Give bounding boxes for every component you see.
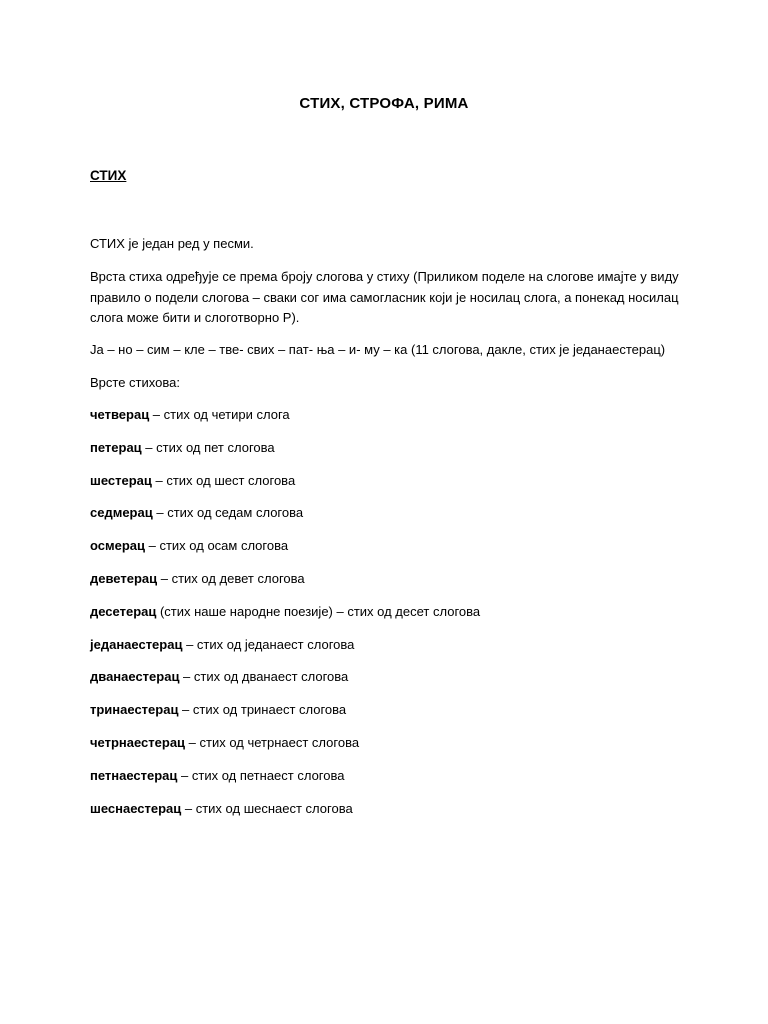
list-item (90, 766, 690, 799)
verse-term: тринаестерац (90, 702, 179, 718)
verse-desc: – стих од пет слогова (141, 439, 275, 455)
list-item (90, 733, 690, 766)
verse-types-label: Врсте стихова: (90, 375, 180, 390)
paragraph-intro: СТИХ је један ред у песми. (90, 236, 254, 251)
verse-desc: – стих од девет слогова (157, 570, 305, 586)
verse-desc: – стих од четири слога (149, 407, 290, 422)
verse-desc: – стих од четрнаест слогова (185, 734, 360, 750)
list-item (90, 667, 690, 700)
verse-term: четрнаестерац (90, 734, 186, 750)
verse-desc: – стих од тринаест слогова (178, 702, 347, 718)
verse-desc: – стих од једанаест слогова (182, 636, 355, 652)
list-item (90, 700, 690, 733)
verse-term: десетерац (90, 603, 157, 619)
verse-term: деветерац (90, 570, 158, 586)
list-item (90, 503, 690, 536)
verse-desc: – стих од шест слогова (151, 472, 296, 488)
verse-desc: – стих од дванаест слогова (179, 669, 349, 685)
list-item (90, 536, 690, 569)
verse-term: осмерац (90, 538, 146, 554)
verse-desc: – стих од петнаест слогова (177, 767, 345, 783)
paragraph-example: Ја – но – сим – кле – тве- свих – пат- ња – и- му – ка (11 слогова, дакле, стих је једанаестерац) (90, 342, 666, 357)
verse-term: четверац (90, 407, 150, 422)
list-item (90, 405, 690, 438)
verse-desc: (стих наше народне поезије) – стих од десет слогова (156, 603, 481, 619)
list-item (90, 602, 690, 635)
paragraph-explain: Врста стиха одређује се према броју слогова у стиху (Приликом поделе на слогове имајте у виду правило о подели слогова – сваки сог има самогласник који је носилац слога, а понекад носилац слога може бити и слоготворно Р). (90, 269, 679, 325)
verse-term: седмерац (90, 505, 153, 521)
verse-term: шестерац (90, 472, 152, 488)
verse-term: шеснаестерац (90, 800, 182, 816)
list-item (90, 471, 690, 504)
list-item (90, 799, 690, 832)
verse-term: једанаестерац (90, 636, 183, 652)
list-item (90, 635, 690, 668)
verse-types-list (90, 405, 690, 831)
list-item (90, 438, 690, 471)
document-title: СТИХ, СТРОФА, РИМА (299, 95, 469, 112)
list-item (90, 569, 690, 602)
verse-term: петерац (90, 439, 142, 455)
verse-desc: – стих од седам слогова (152, 505, 304, 521)
verse-term: петнаестерац (90, 767, 178, 783)
verse-desc: – стих од осам слогова (145, 538, 289, 554)
verse-term: дванаестерац (90, 669, 180, 685)
section-heading: СТИХ (90, 168, 127, 183)
verse-desc: – стих од шеснаест слогова (181, 800, 353, 816)
